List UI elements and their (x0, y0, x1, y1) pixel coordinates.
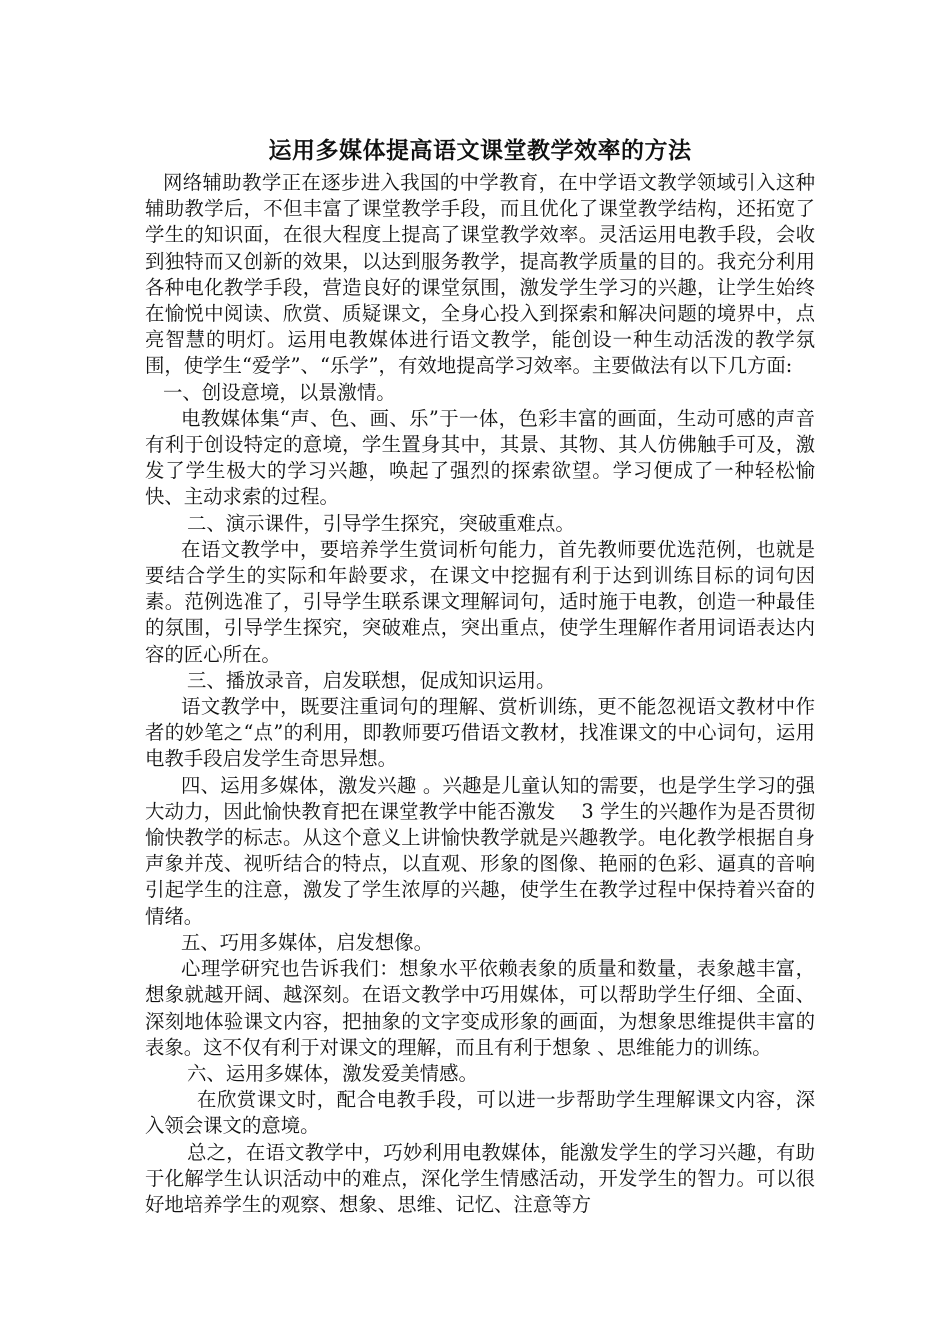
paragraph: 总之，在语文教学中，巧妙利用电教媒体，能激发学生的学习兴趣，有助于化解学生认识活动中的难点，深化学生情感活动，开发学生的智力。可以很好地培养学生的观察、想象、思维、记忆、注意等方 (145, 1140, 815, 1216)
section-heading: 一、创设意境，以景激情。 (163, 380, 396, 404)
section-heading: 二、演示课件，引导学生探究，突破重难点。 (187, 511, 575, 535)
section-heading: 六、运用多媒体，激发爱美情感。 (187, 1061, 478, 1085)
paragraph: 网络辅助教学正在逐步进入我国的中学教育，在中学语文教学领域引入这种辅助教学后，不但丰富了课堂教学手段，而且优化了课堂教学结构，还拓宽了学生的知识面，在很大程度上提高了课堂教学效率。灵活运用电教手段，会收到独特而又创新的效果，以达到服务教学，提高教学质量的目的。我充分利用各种电化教学手段，营造良好的课堂氛围，激发学生学习的兴趣，让学生始终在愉悦中阅读、欣赏、质疑课文，全身心投入到探索和解决问题的境界中，点亮智慧的明灯。运用电教媒体进行语文教学，能创设一种生动活泼的教学氛围，使学生“爱学”、“乐学”，有效地提高学习效率。主要做法有以下几方面: (145, 171, 815, 378)
section-heading: 五、巧用多媒体，启发想像。 (181, 930, 434, 954)
section-heading: 三、播放录音，启发联想，促成知识运用。 (187, 668, 556, 692)
document-page (145, 130, 815, 1218)
document-title: 运用多媒体提高语文课堂教学效率的方法 (268, 137, 692, 164)
paragraph: 在语文教学中，要培养学生赏词析句能力，首先教师要优选范例，也就是要结合学生的实际和年龄要求，在课文中挖掘有利于达到训练目标的词句因素。范例选准了，引导学生联系课文理解词句，适时施于电教，创造一种最佳的氛围，引导学生探究，突破难点，突出重点，使学生理解作者用词语表达内容的匠心所在。 (145, 537, 815, 666)
paragraph: 语文教学中，既要注重词句的理解、赏析训练，更不能忽视语文教材中作者的妙笔之“点”的利用，即教师要巧借语文教材，找准课文的中心词句，运用电教手段启发学生奇思异想。 (145, 695, 815, 771)
paragraph: 在欣赏课文时，配合电教手段，可以进一步帮助学生理解课文内容，深入领会课文的意境。 (145, 1088, 815, 1138)
paragraph: 电教媒体集“声、色、画、乐”于一体，色彩丰富的画面，生动可感的声音有利于创设特定的意境，学生置身其中，其景、其物、其人仿佛触手可及，激发了学生极大的学习兴趣，唤起了强烈的探索欲望。学习便成了一种轻松愉快、主动求索的过程。 (145, 406, 815, 509)
paragraph: 心理学研究也告诉我们：想象水平依赖表象的质量和数量，表象越丰富，想象就越开阔、越深刻。在语文教学中巧用媒体，可以帮助学生仔细、全面、深刻地体验课文内容，把抽象的文字变成形象的画面，为想象思维提供丰富的表象。这不仅有利于对课文的理解，而且有利于想象 、思维能力的训练。 (145, 957, 815, 1059)
document-body (145, 170, 815, 1218)
paragraph: 四、运用多媒体，激发兴趣 。兴趣是儿童认知的需要，也是学生学习的强大动力，因此愉快教育把在课堂教学中能否激发 3 学生的兴趣作为是否贯彻愉快教学的标志。从这个意义上讲愉快教学就是兴趣教学。电化教学根据自身声象并茂、视听结合的特点，以直观、形象的图像、艳丽的色彩、逼真的音响引起学生的注意，激发了学生浓厚的兴趣，使学生在教学过程中保持着兴奋的情绪。 (145, 773, 815, 928)
